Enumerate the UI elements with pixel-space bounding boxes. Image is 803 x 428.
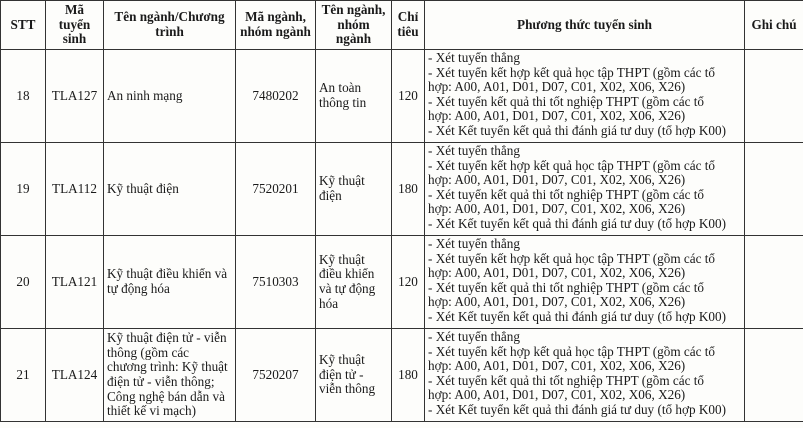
method-line: - Xét tuyển kết hợp kết quả học tập THPT (gồm các tổ: [428, 250, 716, 266]
cell-quota: 120: [392, 236, 425, 329]
cell-quota: 180: [392, 329, 425, 422]
method-line: hợp: A00, A01, D01, D07, C01, X02, X06, X26): [428, 108, 686, 124]
cell-methods: [425, 50, 745, 143]
method-line: - Xét tuyển thẳng: [428, 143, 520, 158]
method-line: hợp: A00, A01, D01, D07, C01, X02, X06, X26): [428, 201, 686, 217]
method-line: - Xét Kết tuyển kết quả thi đánh giá tư duy (tổ hợp K00): [428, 122, 726, 138]
cell-note: [745, 236, 803, 329]
cell-major-code: 7520207: [236, 329, 316, 422]
cell-major-code: 7520201: [236, 143, 316, 236]
header-major-code: Mã ngành, nhóm ngành: [236, 1, 316, 50]
header-stt: STT: [1, 1, 46, 50]
method-line: hợp: A00, A01, D01, D07, C01, X02, X06, X26): [428, 265, 686, 281]
cell-quota: 180: [392, 143, 425, 236]
cell-note: [745, 329, 803, 422]
method-line: - Xét tuyển thẳng: [428, 329, 520, 344]
table-row: [1, 236, 803, 329]
cell-admission-code: TLA127: [46, 50, 104, 143]
cell-program-name: Kỹ thuật điều khiển và tự động hóa: [104, 236, 236, 329]
method-line: - Xét tuyển kết quả thi tốt nghiệp THPT (gồm các tổ: [428, 372, 705, 388]
table-row: [1, 329, 803, 422]
cell-stt: 20: [1, 236, 46, 329]
cell-methods: [425, 329, 745, 422]
cell-methods: [425, 143, 745, 236]
cell-stt: 18: [1, 50, 46, 143]
method-line: - Xét tuyển kết quả thi tốt nghiệp THPT (gồm các tổ: [428, 186, 705, 202]
method-line: hợp: A00, A01, D01, D07, C01, X02, X06, X26): [428, 79, 686, 95]
header-major-group: Tên ngành, nhóm ngành: [316, 1, 392, 50]
header-methods: Phương thức tuyển sinh: [425, 1, 745, 50]
cell-program-name: An ninh mạng: [104, 50, 236, 143]
cell-methods: [425, 236, 745, 329]
cell-note: [745, 50, 803, 143]
method-line: - Xét tuyển kết hợp kết quả học tập THPT (gồm các tổ: [428, 343, 716, 359]
table-row: [1, 143, 803, 236]
method-line: - Xét tuyển kết hợp kết quả học tập THPT (gồm các tổ: [428, 157, 716, 173]
method-line: - Xét tuyển kết quả thi tốt nghiệp THPT (gồm các tổ: [428, 93, 705, 109]
method-line: - Xét tuyển kết hợp kết quả học tập THPT (gồm các tổ: [428, 64, 716, 80]
method-line: - Xét Kết tuyển kết quả thi đánh giá tư duy (tổ hợp K00): [428, 308, 726, 324]
header-program-name: Tên ngành/Chương trình: [104, 1, 236, 50]
method-line: - Xét Kết tuyển kết quả thi đánh giá tư duy (tổ hợp K00): [428, 215, 726, 231]
method-line: - Xét Kết tuyển kết quả thi đánh giá tư duy (tổ hợp K00): [428, 401, 726, 417]
cell-major-code: 7480202: [236, 50, 316, 143]
method-line: hợp: A00, A01, D01, D07, C01, X02, X06, X26): [428, 172, 686, 188]
cell-major-group: Kỹ thuật điện: [316, 143, 392, 236]
cell-stt: 21: [1, 329, 46, 422]
cell-note: [745, 143, 803, 236]
cell-admission-code: TLA124: [46, 329, 104, 422]
cell-major-group: An toàn thông tin: [316, 50, 392, 143]
cell-stt: 19: [1, 143, 46, 236]
method-line: - Xét tuyển kết quả thi tốt nghiệp THPT (gồm các tổ: [428, 279, 705, 295]
cell-program-name: Kỹ thuật điện tử - viễn thông (gồm các chương trình: Kỹ thuật điện tử - viễn thông; Công nghệ bán dẫn và thiết kế vi mạch): [104, 329, 236, 422]
cell-major-group: Kỹ thuật điện tử - viễn thông: [316, 329, 392, 422]
cell-major-group: Kỹ thuật điều khiển và tự động hóa: [316, 236, 392, 329]
method-line: - Xét tuyển thẳng: [428, 236, 520, 251]
cell-admission-code: TLA121: [46, 236, 104, 329]
cell-quota: 120: [392, 50, 425, 143]
method-line: hợp: A00, A01, D01, D07, C01, X02, X06, X26): [428, 387, 686, 403]
method-line: - Xét tuyển thẳng: [428, 50, 520, 65]
method-line: hợp: A00, A01, D01, D07, C01, X02, X06, X26): [428, 294, 686, 310]
method-line: hợp: A00, A01, D01, D07, C01, X02, X06, X26): [428, 358, 686, 374]
header-admission-code: Mã tuyển sinh: [46, 1, 104, 50]
cell-program-name: Kỹ thuật điện: [104, 143, 236, 236]
header-row: [1, 1, 803, 50]
header-quota: Chỉ tiêu: [392, 1, 425, 50]
cell-admission-code: TLA112: [46, 143, 104, 236]
cell-major-code: 7510303: [236, 236, 316, 329]
header-note: Ghi chú: [745, 1, 803, 50]
table-row: [1, 50, 803, 143]
